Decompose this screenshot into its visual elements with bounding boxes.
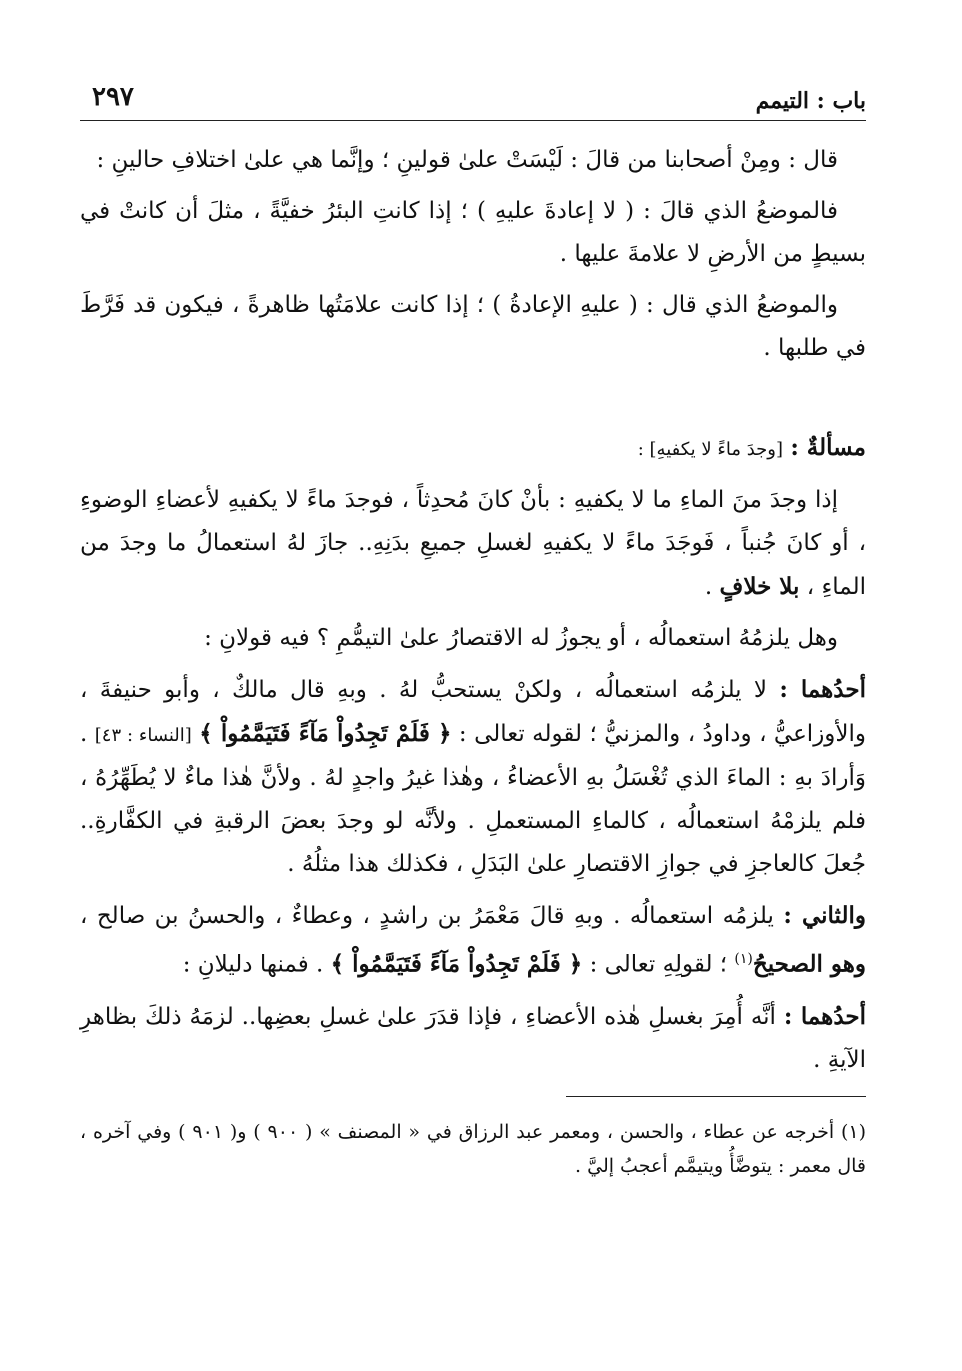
masala-title: [وجدَ ماءً لا يكفيهِ] : <box>637 439 783 460</box>
second-view-text-3: . فمنها دليلانِ : <box>182 951 324 978</box>
second-view-bold-phrase: وهو الصحيحُ <box>752 950 866 978</box>
quran-verse-2: ﴿ فَلَمْ تَجِدُواْ مَآءً فَتَيَمَّمُواْ ﴾ <box>330 950 583 978</box>
second-view-text-2: ؛ لقولِهِ تعالى : <box>589 951 728 978</box>
first-proof-paragraph <box>80 995 866 1082</box>
second-view-text-1: يلزمُه استعمالُه . وبهِ قالَ مَعْمَرُ بن راشدٍ ، وعطاءٌ ، والحسنُ بن صالح ، <box>80 903 774 929</box>
first-view-text-1: لا يلزمُه استعمالُه ، ولكنْ يستحبُّ لهُ . وبهِ قال مالكٌ ، وأبو حنيفةَ ، والأوزاعيُّ ، وداودُ ، والمزنيُّ ؛ لقوله تعالى : <box>80 677 867 747</box>
page-number: ٢٩٧ <box>92 82 134 112</box>
running-title: باب : التيمم <box>755 88 866 114</box>
paragraph-3: والموضعُ الذي قال : ( عليهِ الإعادةُ ) ؛ إذا كانت علامَتُها ظاهرةً ، فيكون قد فَرَّطَ في طلبها . <box>80 292 866 361</box>
paragraph-1: قال : ومِنْ أصحابنا من قالَ : لَيْسَتْ علىٰ قولينِ ؛ وإنَّما هي علىٰ اختلافِ حالينِ : <box>96 147 838 173</box>
second-view-label: والثاني : <box>783 902 866 929</box>
masala-heading <box>80 426 866 471</box>
first-proof-text: أنَّه أُمِرَ بغسلِ هٰذه الأعضاءِ ، فإذا قدَرَ علىٰ غسلِ بعضِها.. لزمَهُ ذلكَ بظاهرِ الآيةِ . <box>80 1003 866 1073</box>
paragraph-4 <box>80 479 866 609</box>
first-proof-label: أحدُهما : <box>783 1002 866 1030</box>
first-view-label: أحدُهما : <box>779 676 866 703</box>
footnote <box>80 1115 866 1183</box>
page-header <box>80 80 866 121</box>
paragraph-4-bold: بلا خلافٍ <box>719 573 800 600</box>
masala-label: مسألةٌ : <box>790 434 866 461</box>
paragraph-2: فالموضعُ الذي قالَ : ( لا إعادةَ عليهِ ) ؛ إذا كانتِ البئرُ خفيَّةً ، مثلَ أن كانتْ في بسيطٍ من الأرضِ لا علامةَ عليها . <box>80 198 866 267</box>
first-view-text-2: . وَأرادَ بهِ : الماءَ الذي تُغْسَلُ بهِ الأعضاءُ ، وهٰذا غيرُ واجدٍ لهُ . ولأنَّ هٰذا ماءٌ لا يُطَهِّرُهُ ، فلم يلزمْهُ استعمالُه ، كالماءِ المستعملِ . ولأنَّه لو وجدَ بعضَ الرقبةِ في الكفَّارةِ.. جُعلَ كالعاجزِ في جوازِ الاقتصارِ علىٰ البَدَلِ ، فكذلك هذا مثلُهُ . <box>80 721 866 877</box>
footnote-reference-mark[interactable]: (١) <box>734 951 753 967</box>
section-gap <box>80 378 866 426</box>
paragraph-4-tail: . <box>704 574 713 600</box>
paragraph-5: وهل يلزمُهُ استعمالُه ، أو يجوزُ له الاقتصارُ علىٰ التيمُّمِ ؟ فيه قولانِ : <box>204 625 838 651</box>
footnote-mark: (١) <box>840 1120 866 1143</box>
first-view-paragraph <box>80 668 866 886</box>
footnote-text: أخرجه عن عطاء ، والحسن ، ومعمر عبد الرزاق في « المصنف » ( ٩٠٠ ) و( ٩٠١ ) وفي آخره ، قال معمر : يتوضَّأُ ويتيمَّم أعجبُ إليَّ . <box>80 1120 866 1177</box>
quran-verse-1: ﴿ فَلَمْ تَجِدُواْ مَآءً فَتَيَمَّمُواْ ﴾ <box>199 720 452 747</box>
paragraph-4-text: إذا وجدَ منَ الماءِ ما لا يكفيهِ : بأنْ كانَ مُحدِثاً ، فوجدَ ماءً لا يكفيهِ لأعضاءِ الوضوءِ ، أو كانَ جُنباً ، فَوجَدَ ماءً لا يكفيهِ لغسلِ جميعِ بدَنِهِ.. جازَ لهُ استعمالُ ما وجدَ من الماءِ ، <box>80 487 866 600</box>
main-text <box>80 139 866 1082</box>
footnote-divider <box>566 1096 866 1097</box>
book-page <box>80 80 866 1202</box>
quran-reference: [النساء : ٤٣] <box>94 725 192 746</box>
second-view-paragraph <box>80 894 866 987</box>
